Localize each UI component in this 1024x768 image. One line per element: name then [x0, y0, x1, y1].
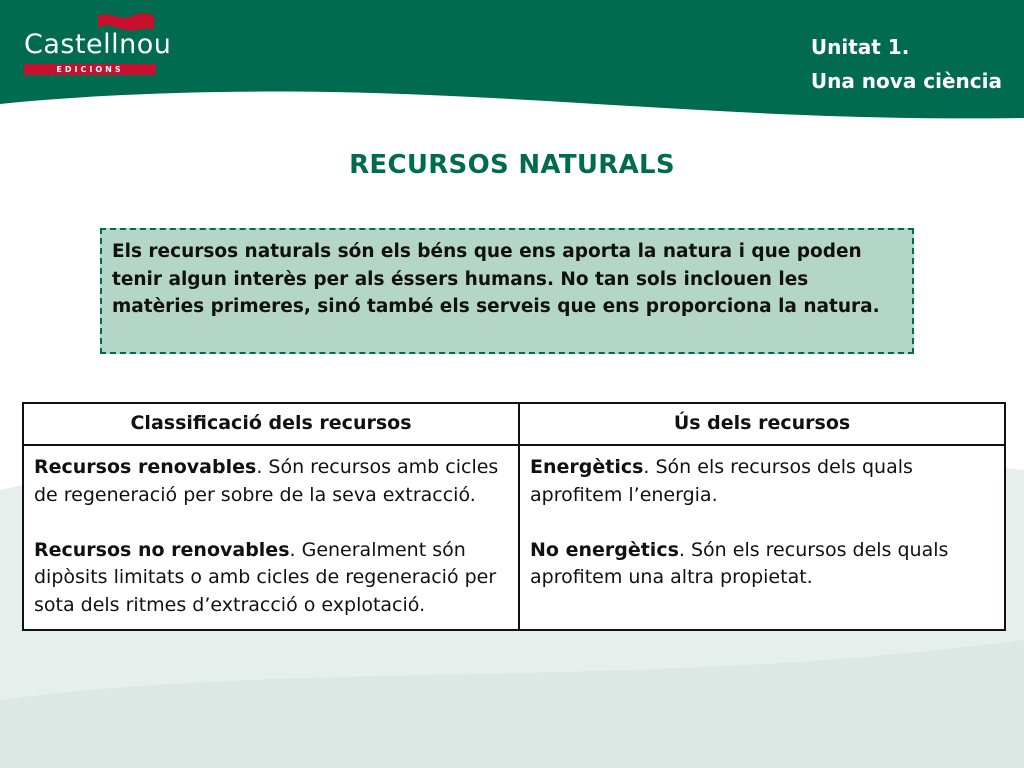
nonenergetic-term: No energètics [530, 538, 679, 561]
classification-cell [23, 445, 519, 630]
logo-subtitle: EDICIONS [24, 64, 156, 75]
energetic-term: Energètics [530, 456, 644, 478]
header-classification: Classificació dels recursos [23, 403, 519, 445]
unit-heading [811, 30, 1002, 98]
page-title: RECURSOS NATURALS [349, 150, 675, 180]
unit-title: Una nova ciència [810, 69, 1002, 93]
unit-label: Unitat 1. [810, 35, 910, 59]
energetic-entry [530, 454, 994, 509]
table-header-row [23, 403, 1005, 445]
energetic-text: . Són els recursos dels quals aprofitem l’energia. [530, 456, 913, 506]
nonrenewable-entry [34, 537, 508, 620]
header-uses: Ús dels recursos [519, 403, 1005, 445]
renewable-text: . Són recursos amb cicles de regeneració per sobre de la seva extracció. [34, 456, 499, 506]
renewable-term: Recursos renovables [34, 456, 257, 478]
resources-table [22, 402, 1006, 631]
nonenergetic-entry [530, 537, 994, 592]
nonrenewable-text: . Generalment són dipòsits limitats o amb cicles de regeneració per sota dels ritmes d’extracció o explotació. [34, 538, 497, 616]
logo-wordmark: Castellnou [24, 29, 172, 60]
nonenergetic-text: . Són els recursos dels quals aprofitem una altra propietat. [530, 538, 949, 588]
definition-box: Els recursos naturals són els béns que ens aporta la natura i que poden tenir algun interès per als éssers humans. No tan sols inclouen les matèries primeres, sinó també els serveis que ens proporciona la natura. [100, 228, 914, 354]
table-row [23, 445, 1005, 630]
nonrenewable-term: Recursos no renovables [34, 538, 290, 561]
uses-cell [519, 445, 1005, 630]
renewable-entry [34, 454, 508, 509]
